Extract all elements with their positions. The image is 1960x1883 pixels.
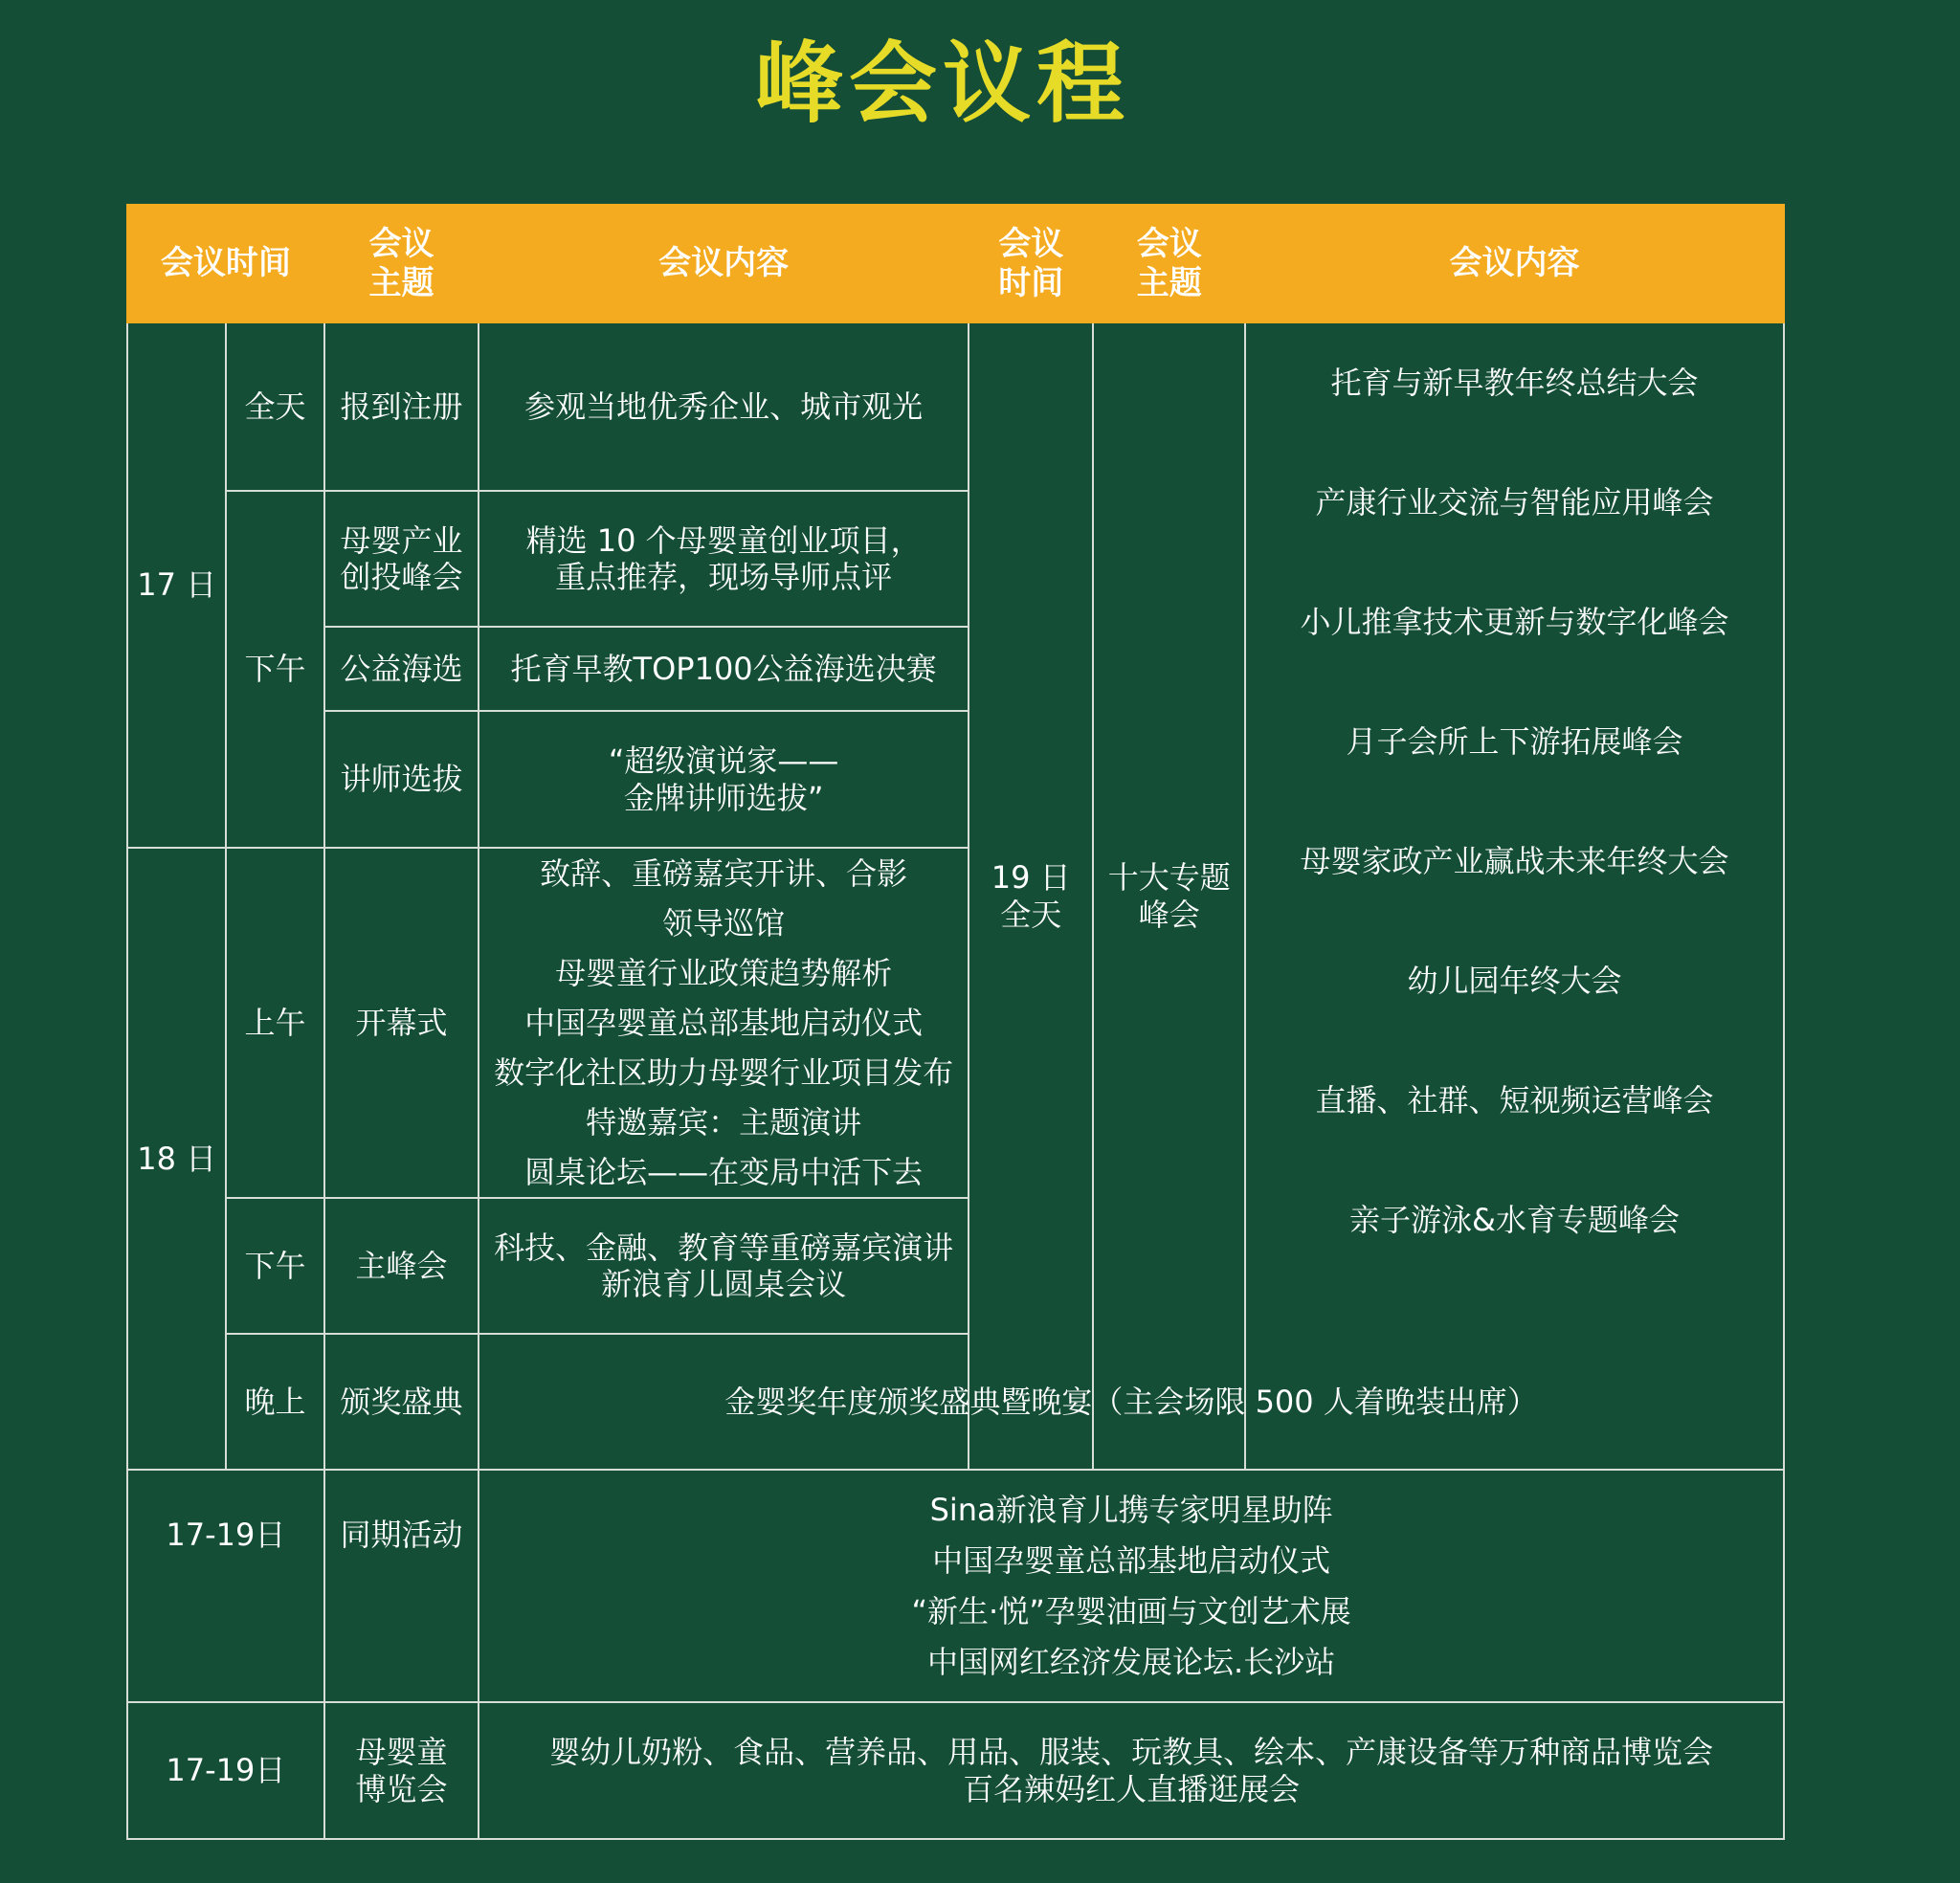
day17-afternoon-topic1-line1: 母婴产业 xyxy=(340,521,463,559)
day17-afternoon-topic2: 公益海选 xyxy=(324,627,479,711)
header-content: 会议内容 xyxy=(479,205,969,322)
header-time2-line1: 会议 xyxy=(998,224,1064,263)
day17-afternoon-content1-line1: 精选 10 个母婴童创业项目， xyxy=(525,521,922,559)
list-item: 中国网红经济发展论坛.长沙站 xyxy=(927,1643,1336,1680)
day17-afternoon-content2: 托育早教TOP100公益海选决赛 xyxy=(479,627,969,711)
day19-topic xyxy=(1093,322,1245,1470)
header-topic2-line1: 会议 xyxy=(1136,224,1202,263)
header-time2 xyxy=(969,205,1093,322)
day17-label: 17 日 xyxy=(127,322,226,848)
day18-afternoon-content-line1: 科技、金融、教育等重磅嘉宾演讲 xyxy=(494,1229,954,1266)
header-topic xyxy=(324,205,479,322)
header-topic-line2: 主题 xyxy=(368,263,434,302)
list-item: 直播、社群、短视频运营峰会 xyxy=(1315,1082,1714,1119)
table-row xyxy=(127,1702,1784,1839)
list-item: 致辞、重磅嘉宾开讲、合影 xyxy=(540,855,908,892)
header-topic-line1: 会议 xyxy=(368,224,434,263)
day17-afternoon-topic3: 讲师选拔 xyxy=(324,711,479,848)
day18-morning-topic: 开幕式 xyxy=(324,848,479,1198)
list-item: 特邀嘉宾：主题演讲 xyxy=(586,1104,862,1141)
list-item: 产康行业交流与智能应用峰会 xyxy=(1315,484,1714,521)
table-header-row xyxy=(127,205,1784,322)
list-item: 中国孕婴童总部基地启动仪式 xyxy=(524,1005,924,1041)
list-item: 母婴童行业政策趋势解析 xyxy=(555,955,893,991)
list-item: 幼儿园年终大会 xyxy=(1407,963,1622,1000)
list-item: 亲子游泳&水育专题峰会 xyxy=(1349,1202,1680,1239)
header-topic2-line2: 主题 xyxy=(1136,263,1202,302)
table-row xyxy=(127,1334,1784,1470)
day18-evening-period: 晚上 xyxy=(226,1334,323,1470)
concurrent-topic: 同期活动 xyxy=(324,1470,479,1702)
list-item: 母婴家政产业赢战未来年终大会 xyxy=(1300,843,1729,880)
day18-afternoon-content-line2: 新浪育儿圆桌会议 xyxy=(601,1266,847,1302)
day18-morning-period: 上午 xyxy=(226,848,323,1198)
table-row xyxy=(127,1470,1784,1702)
day19-time-line2: 全天 xyxy=(1000,896,1062,933)
day19-content xyxy=(1245,322,1784,1470)
header-time2-line2: 时间 xyxy=(998,263,1064,302)
expo-topic-line2: 博览会 xyxy=(355,1770,448,1807)
header-content2: 会议内容 xyxy=(1245,205,1784,322)
expo-content-line1: 婴幼儿奶粉、食品、营养品、用品、服装、玩教具、绘本、产康设备等万种商品博览会 xyxy=(549,1734,1714,1771)
day17-allday-content: 参观当地优秀企业、城市观光 xyxy=(479,322,969,491)
day18-evening-topic: 颁奖盛典 xyxy=(324,1334,479,1470)
day17-afternoon-content3-line2: 金牌讲师选拔” xyxy=(623,779,824,816)
day17-afternoon-content1 xyxy=(479,491,969,627)
day17-afternoon-content3-line1: “超级演说家—— xyxy=(608,742,839,780)
concurrent-content xyxy=(479,1470,1784,1702)
day17-afternoon-topic1 xyxy=(324,491,479,627)
list-item: 圆桌论坛——在变局中活下去 xyxy=(524,1154,924,1190)
expo-topic xyxy=(324,1702,479,1839)
expo-time: 17-19日 xyxy=(127,1702,324,1839)
list-item: 小儿推拿技术更新与数字化峰会 xyxy=(1300,604,1729,641)
day18-evening-content: 金婴奖年度颁奖盛典暨晚宴（主会场限 500 人着晚装出席） xyxy=(479,1334,1784,1470)
list-item: 月子会所上下游拓展峰会 xyxy=(1346,723,1683,761)
list-item: “新生·悦”孕婴油画与文创艺术展 xyxy=(911,1592,1351,1629)
table-row xyxy=(127,322,1784,491)
day17-allday-topic: 报到注册 xyxy=(324,322,479,491)
expo-content-line2: 百名辣妈红人直播逛展会 xyxy=(963,1770,1301,1807)
list-item: 托育与新早教年终总结大会 xyxy=(1330,365,1699,402)
concurrent-time: 17-19日 xyxy=(127,1470,324,1702)
day17-afternoon-topic1-line2: 创投峰会 xyxy=(340,559,463,595)
day19-topic-line2: 峰会 xyxy=(1138,896,1200,933)
day19-time xyxy=(969,322,1093,1470)
day18-afternoon-topic: 主峰会 xyxy=(324,1198,479,1334)
day18-afternoon-content xyxy=(479,1198,969,1334)
day18-label: 18 日 xyxy=(127,848,226,1470)
list-item: 数字化社区助力母婴行业项目发布 xyxy=(494,1054,954,1091)
day17-allday-period: 全天 xyxy=(226,322,323,491)
page-title: 峰会议程 xyxy=(754,33,1130,135)
agenda-table xyxy=(126,204,1785,1840)
list-item: 中国孕婴童总部基地启动仪式 xyxy=(932,1541,1331,1579)
expo-topic-line1: 母婴童 xyxy=(355,1734,448,1771)
list-item: Sina新浪育儿携专家明星助阵 xyxy=(929,1491,1333,1528)
expo-content xyxy=(479,1702,1784,1839)
day19-topic-line1: 十大专题 xyxy=(1107,859,1231,897)
list-item: 领导巡馆 xyxy=(662,905,786,942)
day17-afternoon-content1-line2: 重点推荐，现场导师点评 xyxy=(555,559,893,595)
day18-afternoon-period: 下午 xyxy=(226,1198,323,1334)
day17-afternoon-content3 xyxy=(479,711,969,848)
day18-morning-content xyxy=(479,848,969,1198)
header-topic2 xyxy=(1093,205,1245,322)
day19-time-line1: 19 日 xyxy=(991,859,1071,897)
header-time: 会议时间 xyxy=(127,205,324,322)
day17-afternoon-period: 下午 xyxy=(226,491,323,848)
